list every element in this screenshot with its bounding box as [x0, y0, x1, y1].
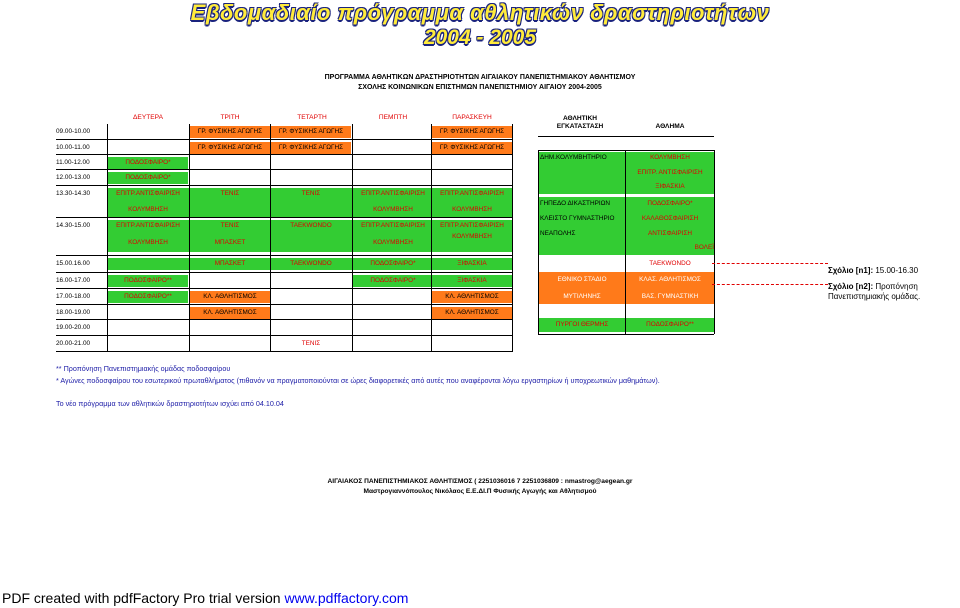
schedule-cell: ΓΡ. ΦΥΣΙΚΗΣ ΑΓΩΓΗΣ	[190, 126, 270, 138]
time-slot: 13.30-14.30	[56, 190, 91, 197]
schedule-cell: ΓΡ. ΦΥΣΙΚΗΣ ΑΓΩΓΗΣ	[432, 126, 512, 138]
schedule-cell: TAEKWONDO	[290, 222, 332, 229]
comment-connector-1	[712, 263, 828, 265]
schedule-cell: ΚΛ. ΑΘΛΗΤΙΣΜΟΣ	[432, 307, 512, 319]
facility-sport: ΒΟΛΕΪ	[694, 244, 714, 251]
facilities-header-place: ΑΘΛΗΤΙΚΗ ΕΓΚΑΤΑΣΤΑΣΗ	[556, 115, 604, 130]
schedule-cell: ΤΕΝΙΣ	[301, 340, 321, 347]
schedule-cell: ΓΡ. ΦΥΣΙΚΗΣ ΑΓΩΓΗΣ	[432, 142, 512, 154]
footer-contact: ΑΙΓΑΙΑΚΟΣ ΠΑΝΕΠΙΣΤΗΜΙΑΚΟΣ ΑΘΛΗΤΙΣΜΟΣ ( 2251036016 7 2251036809 : nmastrog@aegean.gr	[327, 478, 633, 485]
subtitle-line-2: ΣΧΟΛΗΣ ΚΟΙΝΩΝΙΚΩΝ ΕΠΙΣΤΗΜΩΝ ΠΑΝΕΠΙΣΤΗΜΙΟΥ ΑΙΓΑΙΟΥ 2004-2005	[358, 84, 602, 91]
schedule-cell: ΜΠΑΣΚΕΤ	[214, 260, 246, 267]
note-effective-date: Το νέο πρόγραμμα των αθλητικών δραστηριοτήτων ισχύει από 04.10.04	[56, 399, 284, 408]
schedule-cell: ΕΠΙΤΡ.ΑΝΤΙΣΦΑΙΡΙΣΗ	[440, 190, 504, 197]
schedule-cell: ΚΛ. ΑΘΛΗΤΙΣΜΟΣ	[190, 307, 270, 319]
time-slot: 11.00-12.00	[56, 159, 90, 166]
comment-1-text: 15.00-16.30	[875, 266, 919, 275]
time-slot: 12.00-13.00	[56, 174, 91, 181]
facility-sport: ΑΝΤΙΣΦΑΙΡΙΣΗ	[647, 230, 693, 237]
day-friday: ΠΑΡΑΣΚΕΥΗ	[452, 114, 492, 121]
time-slot: 16.00-17.00	[56, 277, 91, 284]
facility-place: ΔΗΜ.ΚΟΛΥΜΒΗΤΗΡΙΟ	[540, 154, 607, 161]
comment-1	[828, 266, 954, 276]
facility-place: ΠΥΡΓΟΙ ΘΕΡΜΗΣ	[555, 321, 609, 328]
schedule-cell: ΠΟΔΟΣΦΑΙΡΟ*	[353, 275, 433, 287]
schedule-cell: ΚΟΛΥΜΒΗΣΗ	[373, 239, 413, 246]
comment-2-label: Σχόλιο [n2]:	[828, 282, 874, 291]
comment-connector-2	[712, 284, 828, 286]
schedule-cell: ΠΟΔΟΣΦΑΙΡΟ*	[108, 172, 188, 184]
note-training: ** Προπόνηση Πανεπιστημιακής ομάδας ποδοσφαίρου	[56, 364, 231, 373]
schedule-cell: ΓΡ. ΦΥΣΙΚΗΣ ΑΓΩΓΗΣ	[271, 142, 351, 154]
schedule-cell: ΚΟΛΥΜΒΗΣΗ	[452, 233, 492, 240]
page-title: Εβδομαδιαίο πρόγραμμα αθλητικών δραστηριοτήτων	[190, 0, 770, 25]
time-slot: 15.00.16.00	[56, 260, 90, 267]
day-thursday: ΠΕΜΠΤΗ	[378, 114, 408, 121]
schedule-cell: ΚΛ. ΑΘΛΗΤΙΣΜΟΣ	[190, 291, 270, 303]
schedule-cell: ΕΠΙΤΡ.ΑΝΤΙΣΦΑΙΡΙΣΗ	[440, 222, 504, 229]
schedule-cell: ΤΕΝΙΣ	[301, 190, 321, 197]
subtitle-line-1: ΠΡΟΓΡΑΜΜΑ ΑΘΛΗΤΙΚΩΝ ΔΡΑΣΤΗΡΙΟΤΗΤΩΝ ΑΙΓΑΙΑΚΟΥ ΠΑΝΕΠΙΣΤΗΜΙΑΚΟΥ ΑΘΛΗΤΙΣΜΟΥ	[324, 74, 636, 81]
comment-1-label: Σχόλιο [n1]:	[828, 266, 874, 275]
time-slot: 14.30-15.00	[56, 222, 91, 229]
time-slot: 18.00-19.00	[56, 309, 91, 316]
day-wednesday: ΤΕΤΑΡΤΗ	[297, 114, 327, 121]
note-matches: * Αγώνες ποδοσφαίρου του εσωτερικού πρωταθλήματος (πιθανόν να πραγματοποιούνται σε ώρες διαφορετικές από αυτές που αναφέρονται λόγω εργαστηρίων ή υποχρεωτικών μαθημάτων).	[56, 376, 660, 385]
pdf-link[interactable]: www.pdffactory.com	[284, 590, 409, 606]
schedule-cell: ΕΠΙΤΡ.ΑΝΤΙΣΦΑΙΡΙΣΗ	[361, 222, 425, 229]
facility-sport: TAEKWONDO	[649, 260, 691, 267]
schedule-cell: ΚΟΛΥΜΒΗΣΗ	[452, 206, 492, 213]
schedule-cell: ΠΟΔΟΣΦΑΙΡΟ*	[370, 260, 416, 267]
facility-sport: ΚΟΛΥΜΒΗΣΗ	[650, 154, 690, 161]
facility-sport: ΞΙΦΑΣΚΙΑ	[655, 183, 685, 190]
pdf-notice	[2, 590, 408, 606]
schedule-cell: ΞΙΦΑΣΚΙΑ	[457, 260, 487, 267]
facility-sport: ΚΑΛΑΘΟΣΦΑΙΡΙΣΗ	[641, 215, 699, 222]
schedule-cell: ΠΟΔΟΣΦΑΙΡΟ*	[108, 157, 188, 169]
facility-sport: ΚΛΑΣ. ΑΘΛΗΤΙΣΜΟΣ	[639, 276, 701, 283]
schedule-cell: ΕΠΙΤΡ.ΑΝΤΙΣΦΑΙΡΙΣΗ	[116, 222, 180, 229]
schedule-cell: ΠΟΔΟΣΦΑΙΡΟ**	[108, 291, 188, 303]
schedule-cell: ΚΛ. ΑΘΛΗΤΙΣΜΟΣ	[432, 291, 512, 303]
comment-2	[828, 282, 954, 302]
facility-sport: ΠΟΔΟΣΦΑΙΡΟ**	[646, 321, 694, 328]
time-slot: 17.00-18.00	[56, 293, 91, 300]
facility-sport: ΒΑΣ. ΓΥΜΝΑΣΤΙΚΗ	[641, 293, 699, 300]
facility-place: ΕΘΝΙΚΟ ΣΤΑΔΙΟ	[557, 276, 607, 283]
schedule-cell: ΚΟΛΥΜΒΗΣΗ	[128, 239, 168, 246]
comment-2-text: Προπόνηση Πανεπιστημιακής ομάδας.	[828, 282, 921, 301]
schedule-cell: ΕΠΙΤΡ.ΑΝΤΙΣΦΑΙΡΙΣΗ	[361, 190, 425, 197]
schedule-cell: ΤΕΝΙΣ	[220, 222, 240, 229]
facility-sport: ΕΠΙΤΡ. ΑΝΤΙΣΦΑΙΡΙΣΗ	[637, 169, 703, 176]
facility-place: ΓΗΠΕΔΟ ΔΙΚΑΣΤΗΡΙΩΝ	[540, 200, 611, 207]
footer-author: Μαστρογιαννόπουλος Νικόλαος Ε.Ε.ΔΙ.Π Φυσικής Αγωγής και Αθλητισμού	[363, 488, 597, 495]
time-slot: 19.00-20.00	[56, 324, 91, 331]
schedule-cell: ΤΕΝΙΣ	[220, 190, 240, 197]
time-slot: 10.00-11.00	[56, 144, 90, 151]
facilities-header-sport: ΑΘΛΗΜΑ	[655, 123, 685, 130]
day-tuesday: ΤΡΙΤΗ	[220, 114, 240, 121]
page-year: 2004 - 2005	[423, 26, 537, 49]
schedule-cell: ΜΠΑΣΚΕΤ	[214, 239, 246, 246]
schedule-cell: ΞΙΦΑΣΚΙΑ	[432, 275, 512, 287]
pdf-notice-text: PDF created with pdfFactory Pro trial version	[2, 590, 281, 606]
time-slot: 09.00-10.00	[56, 128, 91, 135]
facility-place: ΜΥΤΙΛΗΝΗΣ	[563, 293, 601, 300]
schedule-cell: ΚΟΛΥΜΒΗΣΗ	[373, 206, 413, 213]
day-monday: ΔΕΥΤΕΡΑ	[133, 114, 163, 121]
schedule-cell: ΓΡ. ΦΥΣΙΚΗΣ ΑΓΩΓΗΣ	[271, 126, 351, 138]
facility-sport: ΠΟΔΟΣΦΑΙΡΟ*	[647, 200, 693, 207]
time-slot: 20.00-21.00	[56, 340, 91, 347]
schedule-cell: TAEKWONDO	[290, 260, 332, 267]
schedule-cell: ΓΡ. ΦΥΣΙΚΗΣ ΑΓΩΓΗΣ	[190, 142, 270, 154]
schedule-cell: ΚΟΛΥΜΒΗΣΗ	[128, 206, 168, 213]
schedule-cell: ΕΠΙΤΡ.ΑΝΤΙΣΦΑΙΡΙΣΗ	[116, 190, 180, 197]
schedule-cell: ΠΟΔΟΣΦΑΙΡΟ**	[108, 275, 188, 287]
facility-place: ΝΕΑΠΟΛΗΣ	[540, 230, 576, 237]
facility-place: ΚΛΕΙΣΤΟ ΓΥΜΝΑΣΤΗΡΙΟ	[540, 215, 615, 222]
